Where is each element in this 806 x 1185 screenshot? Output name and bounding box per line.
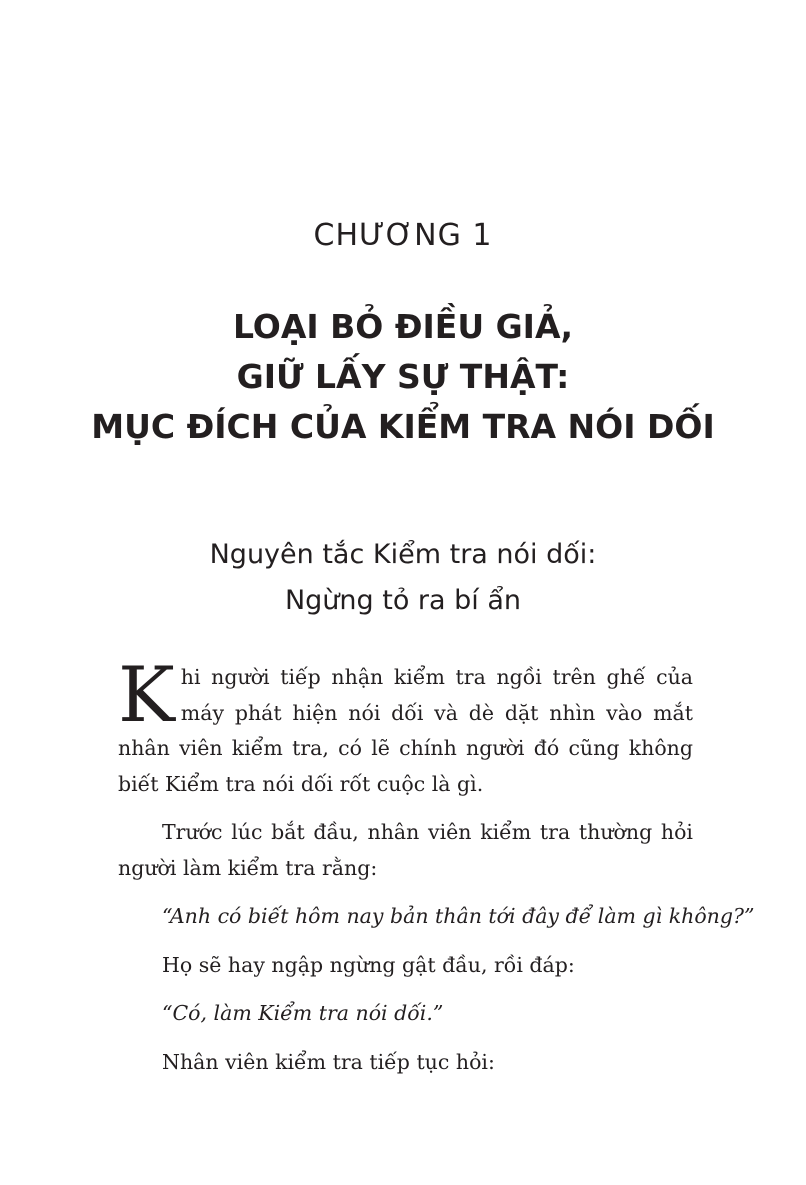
quote-2: “Có, làm Kiểm tra nói dối.” — [162, 1001, 444, 1025]
section-heading — [0, 532, 806, 624]
chapter-label: CHƯƠNG 1 — [313, 218, 493, 253]
body-text — [118, 650, 755, 1093]
quote-1: “Anh có biết hôm nay bản thân tới đây để làm gì không?” — [162, 904, 755, 928]
paragraph-4: Nhân viên kiểm tra tiếp tục hỏi: — [162, 1049, 495, 1074]
chapter-title-line-3: MỤC ĐÍCH CỦA KIỂM TRA NÓI DỐI — [91, 407, 715, 446]
paragraph-1 — [118, 650, 693, 802]
paragraph-2: Trước lúc bắt đầu, nhân viên kiểm tra thường hỏi người làm kiểm tra rằng: — [118, 820, 693, 880]
chapter-title — [0, 302, 806, 452]
drop-cap: K — [118, 650, 175, 739]
chapter-title-line-2: GIỮ LẤY SỰ THẬT: — [236, 357, 570, 396]
section-heading-line-1: Nguyên tắc Kiểm tra nói dối: — [209, 539, 597, 570]
paragraph-1-text: hi người tiếp nhận kiểm tra ngồi trên ghế của máy phát hiện nói dối và dè dặt nhìn vào mắt nhân viên kiểm tra, có lẽ chính người đó cũng không biết Kiểm tra nói dối rốt cuộc là gì. — [118, 665, 693, 796]
chapter-title-line-1: LOẠI BỎ ĐIỀU GIẢ, — [232, 307, 574, 346]
section-heading-line-2: Ngừng tỏ ra bí ẩn — [284, 585, 522, 616]
paragraph-3: Họ sẽ hay ngập ngừng gật đầu, rồi đáp: — [162, 952, 575, 977]
